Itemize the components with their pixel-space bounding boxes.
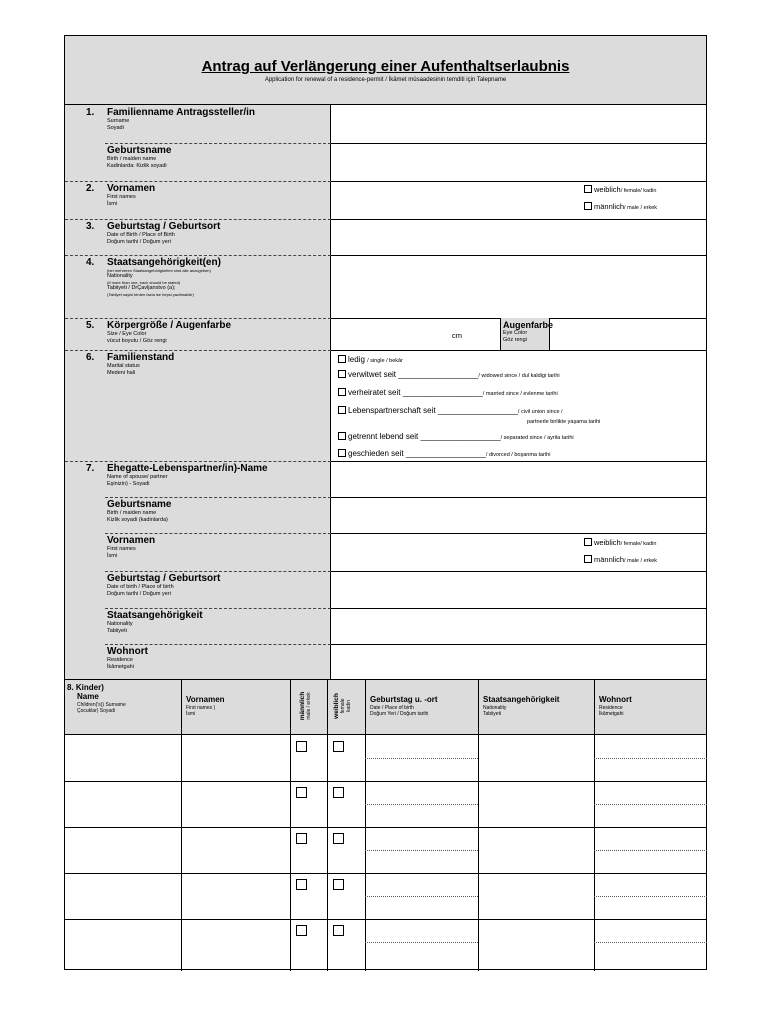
row-divider [365,850,478,851]
label-surname: Familienname Antragssteller/in Surname Soyadi [107,107,256,131]
marital-civil-union-trans: partnerle birlikte yaşama tarihi [527,419,601,425]
child-2-female-checkbox[interactable] [333,787,344,798]
gender-female-option[interactable]: weiblich/ female/ kadin [584,185,656,194]
row-divider [594,804,707,805]
form-header [65,36,706,105]
child-5-female-checkbox[interactable] [333,925,344,936]
divider [65,318,331,319]
divider [105,533,331,534]
column-line [327,680,328,971]
checkbox[interactable] [584,185,592,193]
column-line [478,680,479,971]
checkbox[interactable] [338,406,346,414]
section-number: 6. [86,352,95,363]
child-4-male-checkbox[interactable] [296,879,307,890]
child-3-female-checkbox[interactable] [333,833,344,844]
checkbox[interactable] [338,355,346,363]
row-line [65,827,706,828]
section-number: 3. [86,221,95,232]
divider [65,181,331,182]
marital-single-option[interactable]: ledig / single / bekâr [338,355,403,364]
header-child-male: männlich male / erkek [299,691,312,721]
header-child-female: weiblich female kadin [333,693,352,719]
label-spouse-name: Ehegatte-Lebenspartner/in)-Name Name of spouse/ partner Eşinizin) - Soyadi [107,463,268,487]
row-line [65,919,706,920]
row-line [331,219,706,220]
column-line [290,680,291,971]
label-size-eye-color: Körpergröße / Augenfarbe Size / Eye Color vücut boyutu / Göz rengi [107,320,232,344]
children-table-header [65,680,706,735]
row-line [331,533,706,534]
header-child-surname: 8. Kinder) Name Children('s)) Surname Çocuklar) Soyadi [67,683,126,714]
row-divider [365,804,478,805]
column-line [365,680,366,971]
child-2-male-checkbox[interactable] [296,787,307,798]
label-spouse-nationality: Staatsangehörigkeit Nationality Tabiiyeti [107,610,203,634]
header-child-residence: Wohnort Residence İkâmetgahi [599,695,632,717]
row-line [331,571,706,572]
row-line [331,461,706,462]
label-marital-status: Familienstand Marital status Medeni hali [107,352,175,376]
section-number: 5. [86,320,95,331]
label-nationality: Staatsangehörigkeit(en) (bei mehreren Staatsangehörigkeiten sind alle anzugeben) Nationality (If more than one, each should be stated) Tabiiyeti / DrÇavljanstvo (a); (Tabiiyet sayisi birden fazla ise hepsi yazilmalidir) [107,257,221,297]
row-line [331,497,706,498]
marital-separated-option[interactable]: getrennt lebend seit __________________/ separated since / ayrila tarihi [338,432,574,441]
marital-divorced-option[interactable]: geschieden seit __________________/ divorced / boşanma tarihi [338,449,550,458]
divider [105,608,331,609]
size-unit: cm [452,331,462,340]
label-spouse-first-names: Vornamen First names İsmi [107,535,156,559]
row-divider [594,758,707,759]
row-line [331,255,706,256]
spouse-gender-female-option[interactable]: weiblich/ female/ kadin [584,538,656,547]
child-1-female-checkbox[interactable] [333,741,344,752]
row-line [65,873,706,874]
children-table [65,680,706,971]
row-divider [365,758,478,759]
row-divider [594,850,707,851]
row-line [331,143,706,144]
label-first-names: Vornamen First names İsmi [107,183,156,207]
header-child-birth: Geburtstag u. -ort Date / Place of birth Doğum Yeri / Doğum tarihi [370,695,438,717]
label-birth-name: Geburtsname Birth / maiden name Kadinlarda: Kizlik soyadi [107,145,172,169]
divider [105,571,331,572]
row-divider [365,942,478,943]
divider [105,143,331,144]
section-number: 1. [86,107,95,118]
row-divider [594,942,707,943]
marital-civil-union-option[interactable]: Lebenspartnerschaft seit __________________/ civil union since / [338,406,563,415]
column-line [594,680,595,971]
checkbox[interactable] [338,449,346,457]
gender-male-option[interactable]: männlich/ male / erkek [584,202,657,211]
label-spouse-residence: Wohnort Residence İkâmetgahi [107,646,148,670]
row-line [331,644,706,645]
spouse-gender-male-option[interactable]: männlich/ male / erkek [584,555,657,564]
marital-widowed-option[interactable]: verwitwet seit __________________/ widowed since / dul kaldigi tarihi [338,370,560,379]
row-line [331,350,706,351]
section-number: 4. [86,257,95,268]
form-subtitle: Application for renewal of a residence-permit / İkâmet müsaadesinin temditi için Talepname [264,77,507,83]
row-divider [594,896,707,897]
child-5-male-checkbox[interactable] [296,925,307,936]
label-spouse-birth-name: Geburtsname Birth / maiden name Kizlik soyadi (kadinlarda) [107,499,172,523]
child-4-female-checkbox[interactable] [333,879,344,890]
header-child-nationality: Staatsangehörigkeit Nationality Tabiiyeti [483,695,560,717]
row-divider [365,896,478,897]
row-line [331,181,706,182]
label-spouse-date-of-birth: Geburtstag / Geburtsort Date of birth / Place of birth Doğum tarihi / Doğum yeri [107,573,221,597]
row-line [331,608,706,609]
divider [65,255,331,256]
checkbox[interactable] [338,432,346,440]
divider [105,644,331,645]
eye-color-label: Augenfarbe Eye Color Göz rengi [500,318,550,350]
checkbox[interactable] [338,370,346,378]
label-date-of-birth: Geburtstag / Geburtsort Date of Birth / Place of Birth Doğum tarihi / Doğum yeri [107,221,221,245]
header-child-first-names: Vornamen First names ) İsmi [186,695,225,717]
divider [65,350,331,351]
marital-married-option[interactable]: verheiratet seit __________________/ married since / evlenme tarihi [338,388,558,397]
divider [65,461,331,462]
child-3-male-checkbox[interactable] [296,833,307,844]
divider [65,219,331,220]
checkbox[interactable] [584,555,592,563]
column-line [181,680,182,971]
checkbox[interactable] [584,202,592,210]
checkbox[interactable] [338,388,346,396]
section-number: 7. [86,463,95,474]
child-1-male-checkbox[interactable] [296,741,307,752]
checkbox[interactable] [584,538,592,546]
section-number: 2. [86,183,95,194]
form-title: Antrag auf Verlängerung einer Aufenthaltserlaubnis [201,58,570,75]
divider [105,497,331,498]
application-form [64,35,707,970]
row-line [65,781,706,782]
applicant-section [65,105,706,680]
